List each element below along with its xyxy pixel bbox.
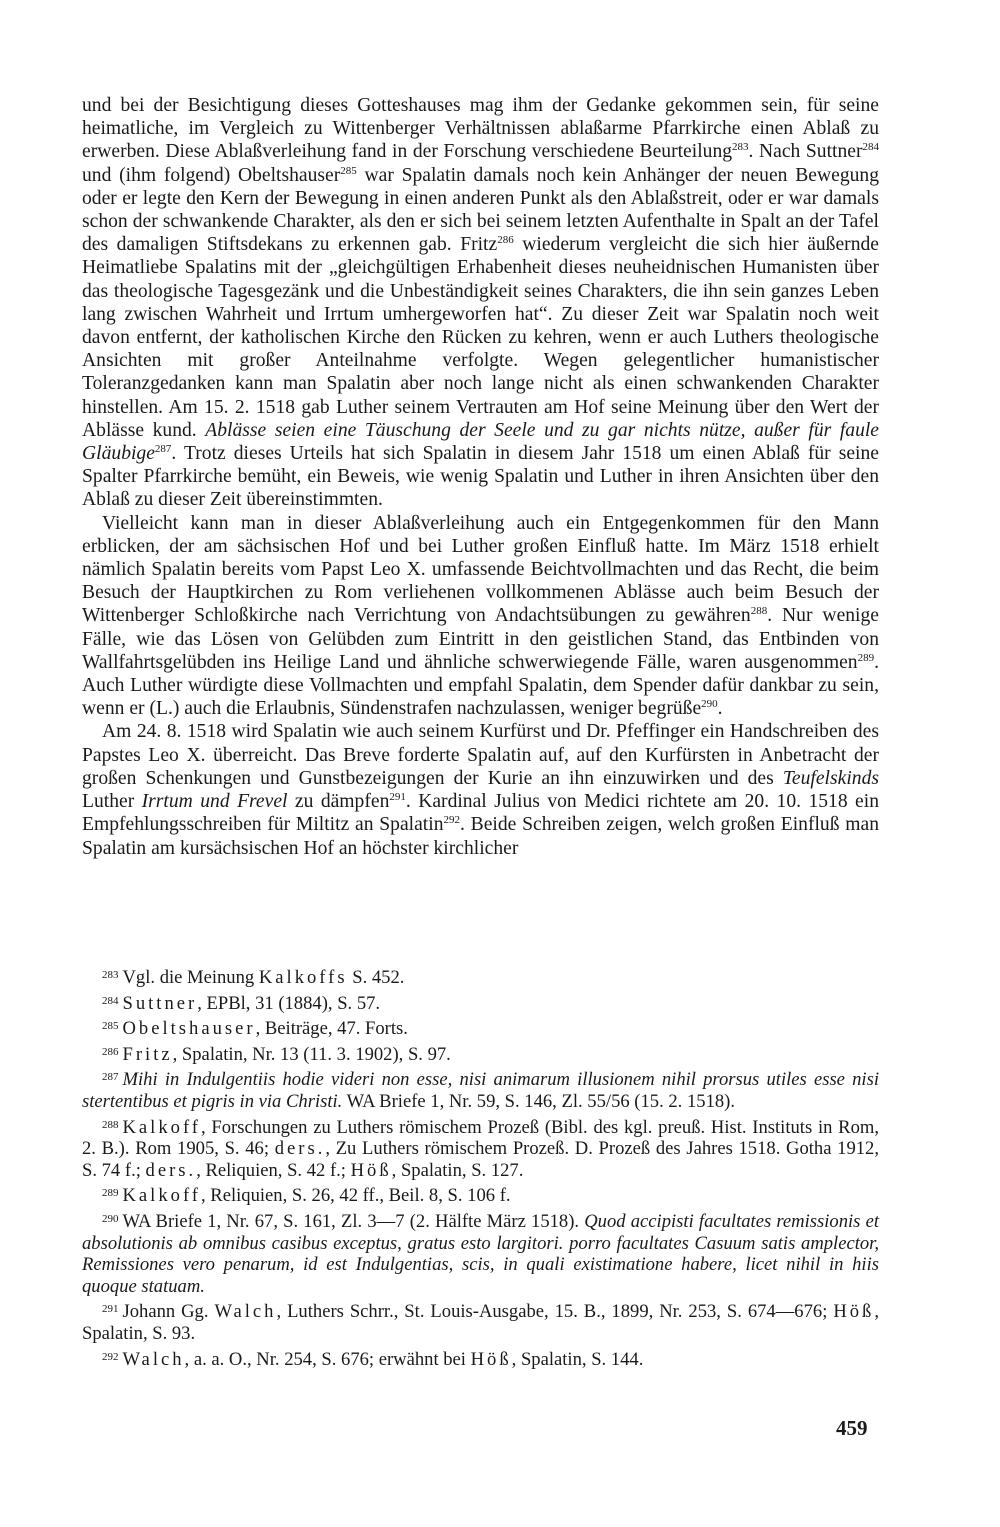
footnote-text: , a. a. O., Nr. 254, S. 676; erwähnt bei <box>184 1348 471 1370</box>
footnote-text: WA Briefe 1, Nr. 67, S. 161, Zl. 3—7 (2. Hälfte März 1518). <box>122 1210 585 1232</box>
author-name: Walch <box>214 1301 277 1323</box>
footnote-ref: 290 <box>701 698 718 711</box>
footnote-text: , Spalatin, S. 127. <box>391 1159 524 1181</box>
footnote-text: , Luthers Schrr., St. Louis-Ausgabe, 15. B., 1899, Nr. 253, S. 674—676; <box>276 1301 834 1323</box>
footnote-283 <box>82 965 879 989</box>
footnote-text: Johann Gg. <box>122 1301 215 1323</box>
footnote-285 <box>82 1016 879 1040</box>
text-run: war Spalatin damals noch kein Anhänger der neuen Bewegung oder er legte den Kern der Bewegung in einen anderen Punkt als den Ablaßstreit, oder er war damals schon der schwankende Charakter, als den er sich bei seinem letzten Aufenthalte in Spalt an der Tafel des damaligen Stiftsdekans zu erkennen gab. Fritz <box>82 164 880 256</box>
paragraph-2 <box>82 512 879 721</box>
text-run: Luther <box>82 791 142 813</box>
author-name: Suttner <box>122 992 198 1014</box>
footnote-text: , Reliquien, S. 42 f.; <box>196 1159 351 1181</box>
footnote-ref: 283 <box>732 141 749 154</box>
footnote-290 <box>82 1209 879 1297</box>
paragraph-1 <box>82 94 879 512</box>
text-run: Vielleicht kann man in dieser Ablaßverleihung auch ein Entgegenkommen für den Mann erblicken, der am sächsischen Hof und bei Luther großen Einfluß hatte. Im März 1518 erhielt nämlich Spalatin bereits vom Papst Leo X. umfassende Beichtvollmachten und das Recht, die beim Besuch der Hauptkirchen zu Rom verliehenen vollkommenen Ablässe auch beim Besuch der Wittenberger Schloßkirche nach Verrichtung von Andachtsübungen zu gewähren <box>82 512 879 627</box>
text-run: Am 24. 8. 1518 wird Spalatin wie auch seinem Kurfürst und Dr. Pfeffinger ein Handschreiben des Papstes Leo X. überreicht. Das Breve forderte Spalatin auf, auf den Kurfürsten in Anbetracht der großen Schenkungen und Gunstbezeigungen der Kurie an ihn einzuwirken und des <box>82 721 879 789</box>
footnote-number: 284 <box>102 994 119 1007</box>
footnotes <box>82 965 879 1372</box>
footnote-ref: 292 <box>443 814 460 827</box>
footnote-text: S. 452. <box>347 967 405 988</box>
text-run: wiederum vergleicht die sich hier äußernde Heimatliebe Spalatins mit der „gleichgültigen Erhabenheit dieses neuheidnischen Humanisten über das theologische Tagesgezänk und die Unbeständigkeit seines Charakters, die ihn sein ganzes Leben lang zwischen Wahrheit und Irrtum umhergeworfen hat“. Zu dieser Zeit war Spalatin noch weit davon entfernt, der katholischen Kirche den Rücken zu kehren, wenn er auch Luthers theologische Ansichten mit großer Anteilnahme verfolgte. Wegen gelegentlicher humanistischer Toleranzgedanken kann man Spalatin aber noch lange nicht als einen schwankenden Charakter hinstellen. Am 15. 2. 1518 gab Luther seinem Vertrauten am Hof seine Meinung über den Wert der Ablässe kund. <box>82 234 879 441</box>
footnote-ref: 285 <box>340 164 357 177</box>
footnote-292 <box>82 1347 879 1371</box>
footnote-ref: 291 <box>389 791 406 804</box>
footnote-text: , Spalatin, Nr. 13 (11. 3. 1902), S. 97. <box>172 1043 451 1065</box>
footnote-288 <box>82 1115 879 1182</box>
footnote-number: 283 <box>102 969 119 981</box>
footnote-ref: 288 <box>750 605 768 618</box>
text-run: . Beide Schreiben zeigen, welch großen Einfluß man Spalatin am kursächsischen Hof an höchster kirchlicher <box>82 814 879 859</box>
footnote-text: , Beiträge, 47. Forts. <box>255 1018 408 1040</box>
footnote-ref: 287 <box>154 443 172 456</box>
italic-quote: Ablässe seien eine Täuschung der Seele und zu gar nichts nütze, außer für faule Gläubige <box>82 419 880 465</box>
text-run: . Nach Suttner <box>748 141 863 163</box>
footnote-text: Vgl. die Meinung <box>122 967 259 988</box>
italic-term: Teufelskinds <box>782 767 879 789</box>
author-name: Kalkoffs <box>258 967 348 988</box>
author-name: Höß <box>350 1159 392 1181</box>
text-run: . <box>717 698 723 720</box>
latin-quote: Mihi in Indulgentiis hodie videri non esse, nisi animarum illusionem nihil prorsus utiles esse nisi stertentibus et pigris in via Christi. <box>82 1069 879 1112</box>
footnote-287 <box>82 1067 879 1112</box>
author-name: Höß <box>833 1301 875 1323</box>
paragraph-3 <box>82 720 879 859</box>
author-name: Kalkoff <box>122 1185 201 1207</box>
footnote-ref: 289 <box>857 651 875 664</box>
latin-quote: Quod accipisti facultates remissionis et absolutionis ab omnibus casibus exceptus, gratus esto largitori. porro facultates Casuum satis amplector, Remissiones vero penarum, id est Indulgentias, scis, in quali existimatione habere, licet nihil in hiis quoque statuam. <box>82 1210 879 1297</box>
footnote-text: , EPBl, 31 (1884), S. 57. <box>197 992 381 1014</box>
footnote-number: 288 <box>102 1118 119 1131</box>
text-run: . Trotz dieses Urteils hat sich Spalatin in diesem Jahr 1518 um einen Ablaß für seine Spalter Pfarrkirche bemüht, ein Beweis, wie wenig Spalatin und Luther in ihren Ansichten über den Ablaß zu dieser Zeit übereinstimmten. <box>82 443 879 511</box>
footnote-284 <box>82 991 879 1015</box>
author-name: ders. <box>274 1138 326 1160</box>
author-name: Obeltshauser <box>122 1018 256 1040</box>
italic-term: Irrtum und Frevel <box>141 791 288 813</box>
footnote-number: 290 <box>102 1212 119 1225</box>
footnote-text: , Reliquien, S. 26, 42 ff., Beil. 8, S. 106 f. <box>201 1185 511 1207</box>
author-name: Höß <box>470 1348 512 1370</box>
footnote-ref: 286 <box>497 234 514 247</box>
page-number: 459 <box>836 1416 868 1440</box>
author-name: Walch <box>122 1348 185 1370</box>
text-run: . Auch Luther würdigte diese Vollmachten und empfahl Spalatin, dem Spender dafür dankbar zu sein, wenn er (L.) auch die Erlaubnis, Sündenstrafen nachzulassen, weniger begrüße <box>82 651 879 720</box>
footnote-text: , Spalatin, S. 93. <box>82 1301 879 1344</box>
footnote-text: , Zu Luthers römischem Prozeß. D. Prozeß des Jahres 1518. Gotha 1912, S. 74 f.; <box>82 1138 879 1181</box>
footnote-number: 285 <box>102 1020 119 1033</box>
text-run: . Nur wenige Fälle, wie das Lösen von Gelübden zum Eintritt in den geistlichen Stand, das Entbinden von Wallfahrtsgelübden ins Heilige Land und ähnliche schwerwiegende Fälle, waren ausgenommen <box>82 605 879 673</box>
footnote-text: WA Briefe 1, Nr. 59, S. 146, Zl. 55/56 (15. 2. 1518). <box>342 1090 736 1112</box>
text-run: und bei der Besichtigung dieses Gotteshauses mag ihm der Gedanke gekommen sein, für seine heimatliche, im Vergleich zu Wittenberger Verhältnissen ablaßarme Pfarrkirche einen Ablaß zu erwerben. Diese Ablaßverleihung fand in der Forschung verschiedene Beurteilung <box>82 95 879 163</box>
footnote-number: 289 <box>102 1187 119 1200</box>
footnote-number: 286 <box>102 1045 119 1058</box>
text-run: . Kardinal Julius von Medici richtete am 20. 10. 1518 ein Empfehlungsschreiben für Miltitz an Spalatin <box>82 791 879 836</box>
footnote-number: 292 <box>102 1350 119 1363</box>
text-run: und (ihm folgend) Obeltshauser <box>82 164 341 186</box>
footnote-text: , Spalatin, S. 144. <box>511 1348 644 1370</box>
text-run: zu dämpfen <box>287 791 390 813</box>
footnote-286 <box>82 1042 879 1066</box>
footnote-number: 287 <box>102 1071 119 1084</box>
footnote-ref: 284 <box>862 141 880 154</box>
author-name: ders. <box>145 1159 197 1181</box>
footnote-text: , Forschungen zu Luthers römischem Prozeß (Bibl. des kgl. preuß. Hist. Instituts in Rom, 2. B.). Rom 1905, S. 46; <box>82 1116 879 1160</box>
author-name: Kalkoff <box>122 1116 201 1138</box>
body-text <box>82 94 879 860</box>
author-name: Fritz <box>122 1043 173 1065</box>
footnote-289 <box>82 1183 879 1207</box>
footnote-number: 291 <box>102 1303 119 1316</box>
footnote-291 <box>82 1299 879 1344</box>
